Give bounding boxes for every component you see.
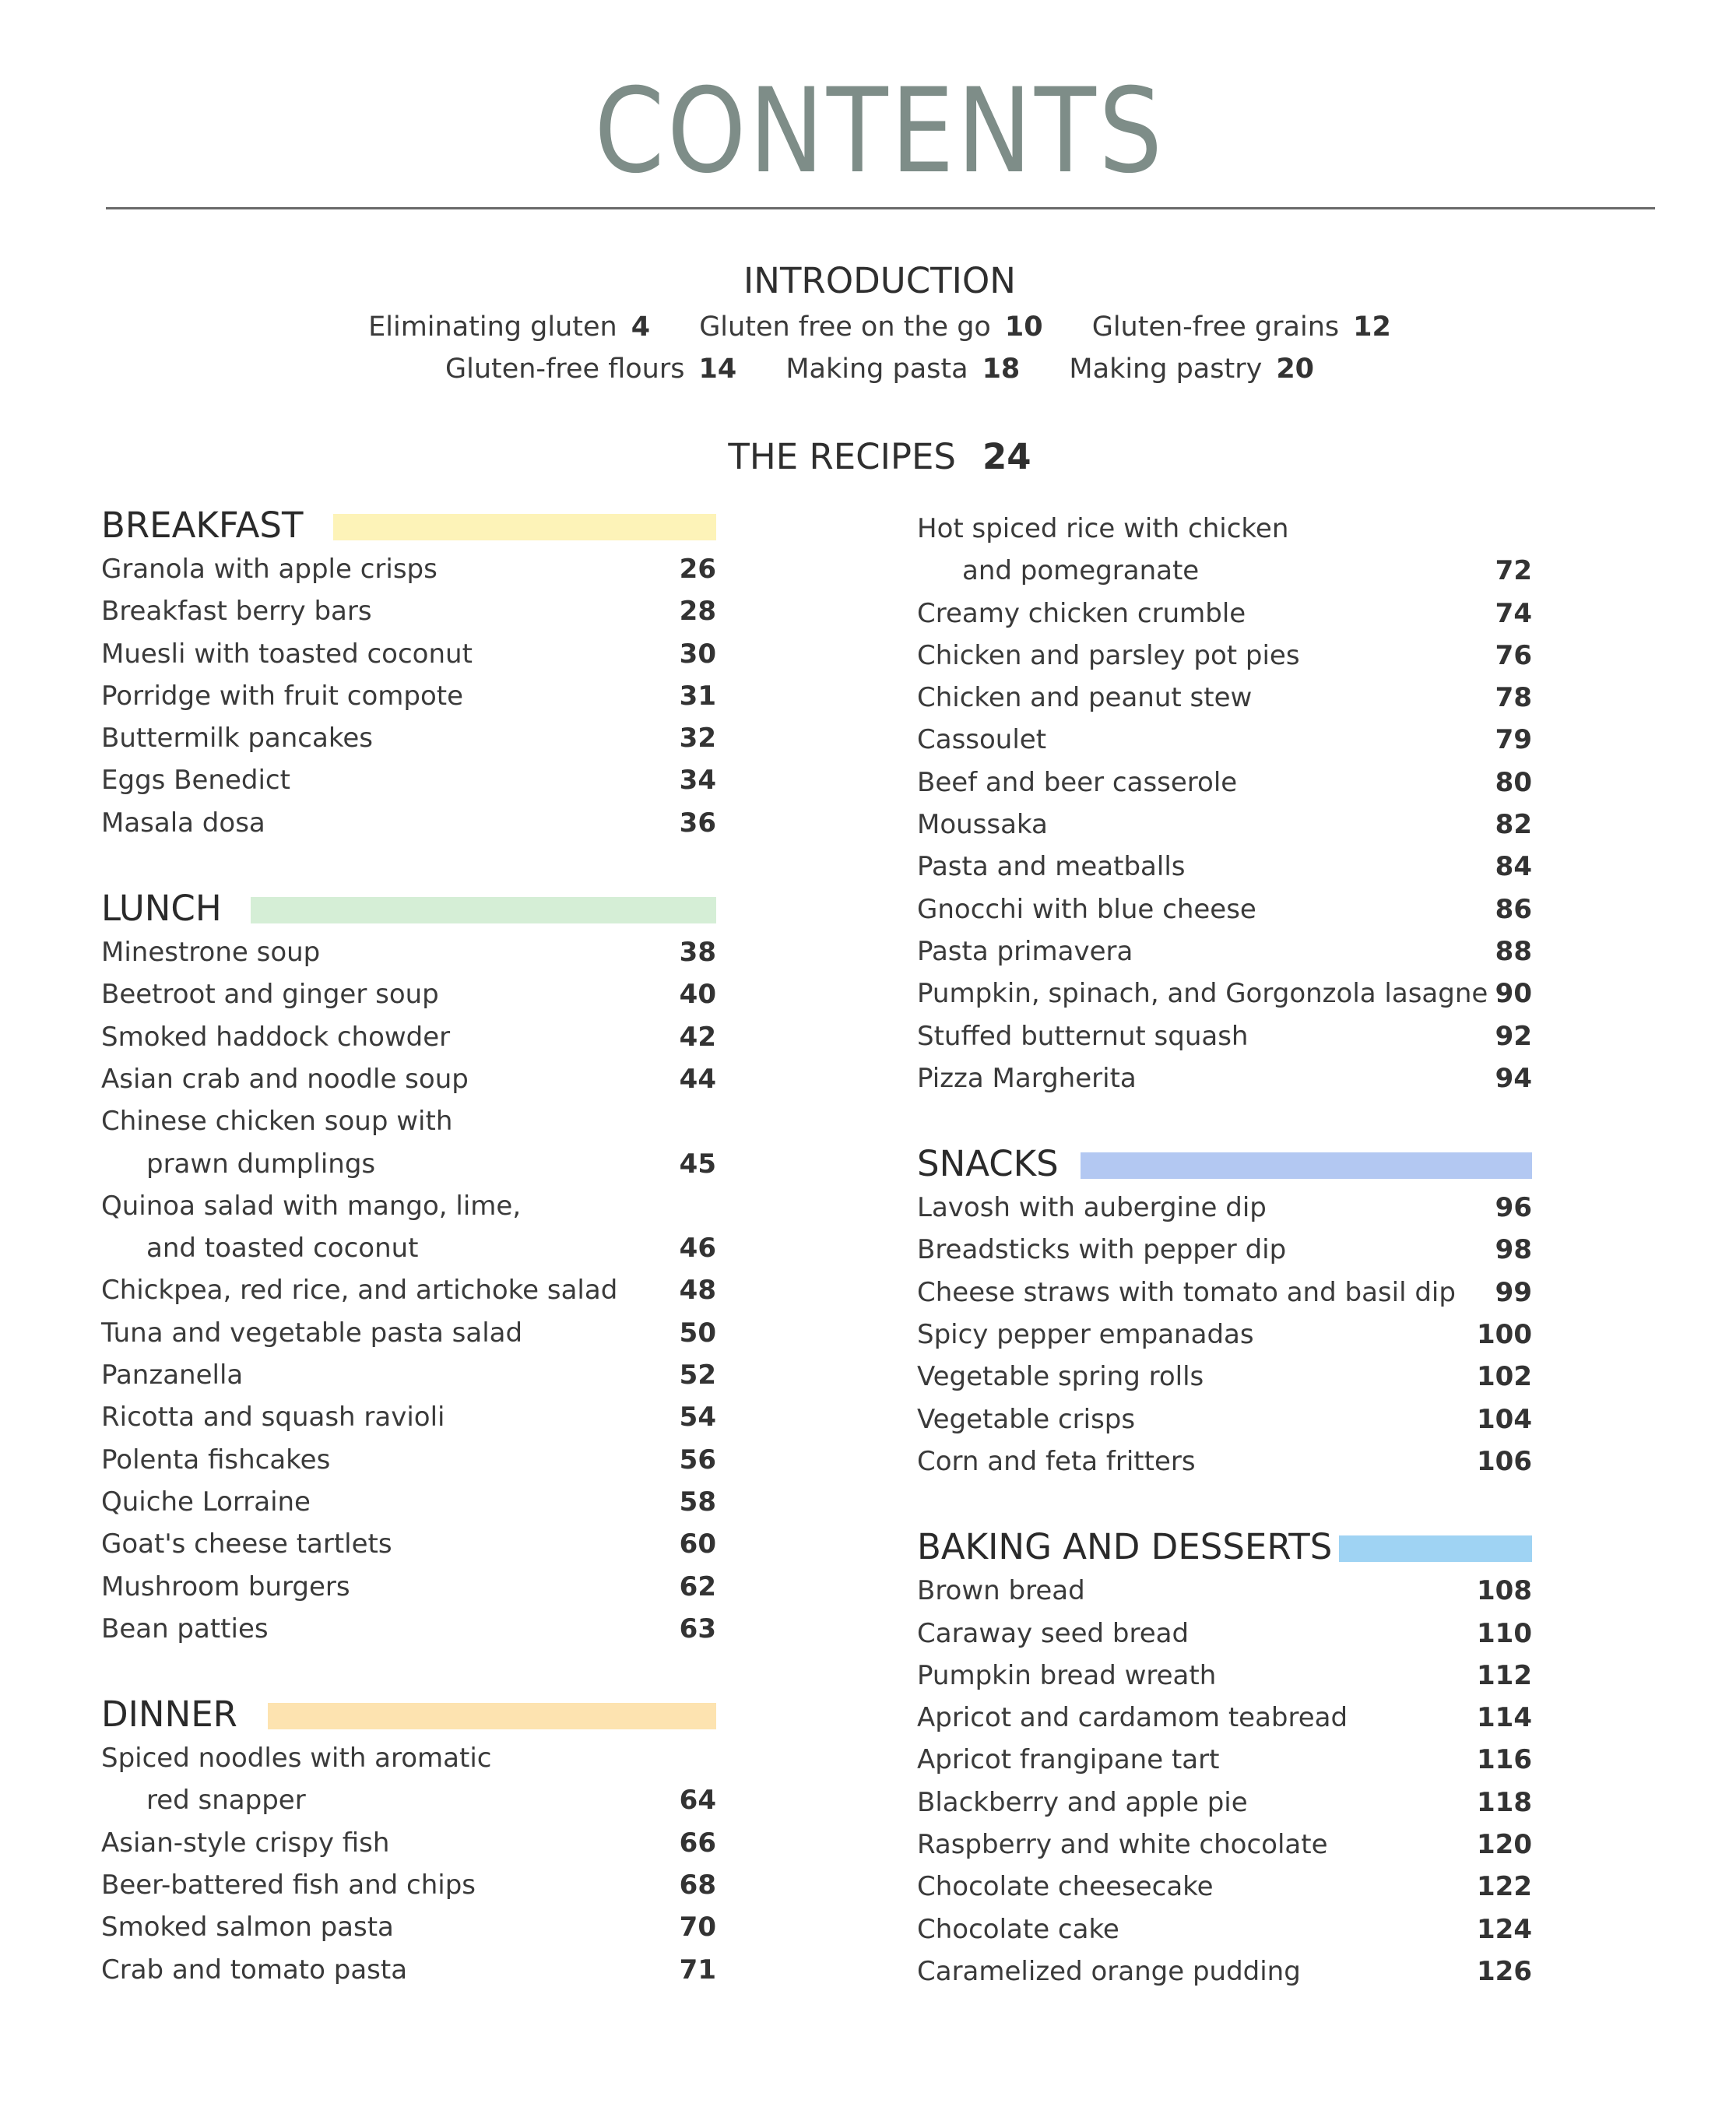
page-number: 28: [679, 596, 716, 628]
entry-title: Gnocchi with blue cheese: [917, 893, 1256, 925]
page-number: 79: [1495, 724, 1532, 756]
page-number: 52: [679, 1360, 716, 1391]
entry-title: Chicken and parsley pot pies: [917, 639, 1300, 671]
entry-title: Apricot frangipane tart: [917, 1744, 1220, 1776]
section-title: BAKING AND DESSERTS: [917, 1526, 1333, 1568]
page-number: 102: [1477, 1361, 1532, 1393]
entry-title: Quinoa salad with mango, lime,: [101, 1190, 522, 1222]
page-number: 110: [1477, 1617, 1532, 1649]
entry-title: Breadsticks with pepper dip: [917, 1234, 1287, 1266]
entry-title: Cheese straws with tomato and basil dip: [917, 1276, 1456, 1308]
toc-entry[interactable]: [101, 1822, 716, 1864]
page-number: 74: [1495, 597, 1532, 629]
toc-entry[interactable]: [917, 593, 1532, 635]
entry-title: Crab and tomato pasta: [101, 1954, 408, 1986]
section-title: LUNCH: [101, 888, 222, 930]
entry-title-continued: and pomegranate: [962, 555, 1200, 587]
toc-entry[interactable]: [917, 1187, 1532, 1229]
page-number: 76: [1495, 639, 1532, 671]
entry-title: Pasta primavera: [917, 935, 1133, 967]
entry-title: Hot spiced rice with chicken: [917, 513, 1289, 544]
toc-entry[interactable]: [917, 930, 1532, 973]
section-header: [917, 1526, 1532, 1568]
section-header: [917, 1143, 1532, 1185]
page-number: 34: [679, 765, 716, 797]
toc-entry[interactable]: [917, 1908, 1532, 1950]
intro-entry[interactable]: Making pasta 18: [785, 354, 1021, 385]
introduction-row-1: [0, 311, 1736, 343]
entry-title: Ricotta and squash ravioli: [101, 1402, 445, 1433]
toc-entry[interactable]: [917, 1739, 1532, 1781]
page-number: 71: [679, 1954, 716, 1986]
toc-entry[interactable]: [917, 846, 1532, 888]
entry-title: Breakfast berry bars: [101, 596, 372, 628]
toc-entry[interactable]: [917, 888, 1532, 930]
page-number: 100: [1477, 1319, 1532, 1351]
intro-entry[interactable]: Gluten free on the go 10: [699, 311, 1043, 343]
page-number: 31: [679, 680, 716, 712]
section-header: [101, 1694, 716, 1736]
toc-entry[interactable]: [101, 1608, 716, 1650]
entry-title: Masala dosa: [101, 807, 265, 839]
page-number: 63: [679, 1613, 716, 1644]
section-title: BREAKFAST: [101, 505, 304, 546]
entry-title: Beetroot and ginger soup: [101, 979, 439, 1011]
page-number: 84: [1495, 851, 1532, 883]
entry-title: Smoked salmon pasta: [101, 1912, 394, 1943]
toc-entry[interactable]: [917, 1950, 1532, 1993]
toc-entry-continued[interactable]: [101, 1779, 716, 1821]
page-number: 70: [679, 1912, 716, 1943]
page-number: 88: [1495, 935, 1532, 967]
section-lunch: [101, 888, 716, 1650]
intro-entry[interactable]: Eliminating gluten 4: [368, 311, 651, 343]
page-number: 32: [679, 723, 716, 755]
entry-title-continued: red snapper: [146, 1785, 306, 1817]
toc-entry[interactable]: [101, 1737, 716, 1779]
toc-entry[interactable]: [917, 1570, 1532, 1612]
section-breakfast: [101, 505, 716, 844]
page-number: 45: [679, 1148, 716, 1180]
section-header: [101, 505, 716, 547]
page-number: 116: [1477, 1744, 1532, 1776]
toc-entry[interactable]: [917, 719, 1532, 761]
toc-entry[interactable]: [101, 1100, 716, 1142]
entry-title: Beef and beer casserole: [917, 766, 1238, 798]
page-number: 94: [1495, 1062, 1532, 1094]
page-number: 114: [1477, 1702, 1532, 1734]
entry-title: Chinese chicken soup with: [101, 1106, 453, 1138]
page-number: 112: [1477, 1659, 1532, 1691]
page-number: 36: [679, 807, 716, 839]
intro-entry[interactable]: Gluten-free flours 14: [445, 354, 737, 385]
toc-entry[interactable]: [917, 635, 1532, 677]
section-dinner-continued: [917, 508, 1532, 1099]
section-color-bar: [1339, 1535, 1532, 1562]
page-number: 126: [1477, 1955, 1532, 1987]
entry-title: Polenta fishcakes: [101, 1444, 331, 1476]
toc-entry[interactable]: [101, 717, 716, 759]
toc-entry[interactable]: [917, 508, 1532, 550]
page-number: 42: [679, 1021, 716, 1053]
toc-entry[interactable]: [101, 1058, 716, 1100]
toc-entry[interactable]: [101, 1185, 716, 1227]
entry-title: Brown bread: [917, 1575, 1085, 1607]
toc-entry[interactable]: [917, 1015, 1532, 1057]
page-number: 80: [1495, 766, 1532, 798]
toc-entry[interactable]: [917, 1655, 1532, 1697]
page-number: 98: [1495, 1234, 1532, 1266]
toc-entry[interactable]: [917, 1398, 1532, 1440]
toc-entry[interactable]: [101, 1396, 716, 1438]
toc-entry[interactable]: [101, 1481, 716, 1523]
section-dinner: [101, 1694, 716, 1991]
toc-entry[interactable]: [101, 675, 716, 717]
page-number: 50: [679, 1317, 716, 1349]
toc-entry[interactable]: [101, 1566, 716, 1608]
toc-entry[interactable]: [101, 1269, 716, 1311]
section-color-bar: [333, 514, 716, 540]
toc-entry[interactable]: [101, 931, 716, 973]
toc-entry[interactable]: [917, 1057, 1532, 1099]
recipes-heading: THE RECIPES 24: [728, 436, 1031, 477]
page-number: 118: [1477, 1786, 1532, 1818]
toc-entry[interactable]: [917, 1866, 1532, 1908]
section-header: [101, 888, 716, 930]
entry-title: Apricot and cardamom teabread: [917, 1702, 1348, 1734]
page-number: 82: [1495, 809, 1532, 841]
entry-title: Chicken and peanut stew: [917, 682, 1253, 714]
entry-title: Moussaka: [917, 809, 1048, 841]
toc-entry[interactable]: [917, 804, 1532, 846]
entry-title: Mushroom burgers: [101, 1571, 350, 1602]
toc-entry[interactable]: [917, 1272, 1532, 1314]
entry-title: Spicy pepper empanadas: [917, 1319, 1254, 1351]
page-number: 124: [1477, 1913, 1532, 1945]
toc-entry[interactable]: [917, 973, 1532, 1015]
entry-title: Spiced noodles with aromatic: [101, 1743, 492, 1775]
page-number: 46: [679, 1233, 716, 1265]
entry-title: Cassoulet: [917, 724, 1047, 756]
right-column: [917, 508, 1532, 1993]
toc-entry[interactable]: [917, 1440, 1532, 1483]
toc-entry[interactable]: [101, 1016, 716, 1058]
introduction-row-2: [0, 354, 1736, 385]
toc-entry[interactable]: [917, 1314, 1532, 1356]
toc-entry[interactable]: [917, 1697, 1532, 1739]
section-snacks: [917, 1143, 1532, 1483]
entry-title: Quiche Lorraine: [101, 1486, 311, 1518]
toc-entry[interactable]: [101, 1949, 716, 1991]
page-number: 48: [679, 1275, 716, 1307]
page-number: 96: [1495, 1192, 1532, 1224]
entry-title: Panzanella: [101, 1360, 244, 1391]
toc-entry[interactable]: [917, 677, 1532, 719]
toc-entry[interactable]: [917, 1613, 1532, 1655]
page-number: 58: [679, 1486, 716, 1518]
entry-title: Lavosh with aubergine dip: [917, 1192, 1267, 1224]
page-number: 72: [1495, 555, 1532, 587]
entry-title: Blackberry and apple pie: [917, 1786, 1248, 1818]
page-number: 90: [1495, 978, 1532, 1010]
page-number: 66: [679, 1827, 716, 1859]
entry-title: Raspberry and white chocolate: [917, 1829, 1328, 1861]
page-number: 64: [679, 1785, 716, 1817]
page-number: 106: [1477, 1445, 1532, 1477]
entry-title: Muesli with toasted coconut: [101, 638, 473, 670]
entry-title: Goat's cheese tartlets: [101, 1528, 392, 1560]
toc-entry[interactable]: [101, 590, 716, 632]
entry-title: Creamy chicken crumble: [917, 597, 1246, 629]
entry-title: Bean patties: [101, 1613, 269, 1644]
introduction-heading: INTRODUCTION: [743, 260, 1016, 301]
page-number: 86: [1495, 893, 1532, 925]
page-number: 56: [679, 1444, 716, 1476]
entry-title: Pumpkin bread wreath: [917, 1659, 1217, 1691]
entry-title-continued: and toasted coconut: [146, 1233, 419, 1265]
intro-entry[interactable]: Making pastry 20: [1069, 354, 1315, 385]
toc-entry[interactable]: [917, 1782, 1532, 1824]
page-number: 44: [679, 1063, 716, 1095]
left-column: [101, 505, 716, 1991]
page-number: 120: [1477, 1829, 1532, 1861]
entry-title: Chickpea, red rice, and artichoke salad: [101, 1275, 618, 1307]
page-number: 104: [1477, 1403, 1532, 1435]
toc-entry[interactable]: [101, 1312, 716, 1354]
page-number: 108: [1477, 1575, 1532, 1607]
page-number: 99: [1495, 1276, 1532, 1308]
page-title: CONTENTS: [594, 64, 1165, 199]
entry-title: Pasta and meatballs: [917, 851, 1186, 883]
toc-entry[interactable]: [101, 633, 716, 675]
page-number: 62: [679, 1571, 716, 1602]
toc-entry[interactable]: [101, 802, 716, 844]
page-number: 38: [679, 937, 716, 969]
entry-title: Caraway seed bread: [917, 1617, 1190, 1649]
section-title: SNACKS: [917, 1143, 1059, 1185]
page-number: 78: [1495, 682, 1532, 714]
entry-title: Stuffed butternut squash: [917, 1020, 1249, 1052]
entry-title: Tuna and vegetable pasta salad: [101, 1317, 523, 1349]
section-color-bar: [1081, 1152, 1532, 1179]
entry-title: Porridge with fruit compote: [101, 680, 464, 712]
entry-title: Chocolate cheesecake: [917, 1871, 1214, 1903]
entry-title: Eggs Benedict: [101, 765, 290, 797]
entry-title: Vegetable crisps: [917, 1403, 1136, 1435]
page-number: 92: [1495, 1020, 1532, 1052]
toc-entry[interactable]: [917, 762, 1532, 804]
section-title: DINNER: [101, 1694, 237, 1736]
section-color-bar: [251, 897, 716, 923]
toc-entry[interactable]: [917, 1356, 1532, 1398]
entry-title: Pumpkin, spinach, and Gorgonzola lasagne: [917, 978, 1488, 1010]
toc-entry-continued[interactable]: [101, 1227, 716, 1269]
page-number: 60: [679, 1528, 716, 1560]
page-number: 40: [679, 979, 716, 1011]
toc-entry[interactable]: [101, 1523, 716, 1565]
section-color-bar: [268, 1703, 716, 1729]
title-divider: [106, 207, 1655, 209]
toc-entry-continued[interactable]: [917, 550, 1532, 592]
toc-entry[interactable]: [917, 1229, 1532, 1271]
entry-title: Asian crab and noodle soup: [101, 1063, 469, 1095]
page-number: 54: [679, 1402, 716, 1433]
toc-entry[interactable]: [101, 1864, 716, 1906]
entry-title: Granola with apple crisps: [101, 554, 438, 585]
entry-title: Minestrone soup: [101, 937, 321, 969]
entry-title: Beer-battered fish and chips: [101, 1870, 476, 1901]
page-number: 26: [679, 554, 716, 585]
entry-title: Asian-style crispy fish: [101, 1827, 390, 1859]
page-number: 68: [679, 1870, 716, 1901]
toc-entry[interactable]: [101, 1906, 716, 1948]
toc-entry[interactable]: [917, 1824, 1532, 1866]
intro-entry[interactable]: Gluten-free grains 12: [1091, 311, 1391, 343]
toc-entry[interactable]: [101, 548, 716, 590]
entry-title: Corn and feta fritters: [917, 1445, 1196, 1477]
toc-entry[interactable]: [101, 759, 716, 801]
toc-entry-continued[interactable]: [101, 1143, 716, 1185]
page-number: 122: [1477, 1871, 1532, 1903]
page-number: 30: [679, 638, 716, 670]
entry-title: Chocolate cake: [917, 1913, 1119, 1945]
entry-title: Smoked haddock chowder: [101, 1021, 451, 1053]
entry-title: Caramelized orange pudding: [917, 1955, 1301, 1987]
entry-title: Vegetable spring rolls: [917, 1361, 1204, 1393]
toc-entry[interactable]: [101, 1439, 716, 1481]
entry-title: Pizza Margherita: [917, 1062, 1137, 1094]
toc-entry[interactable]: [101, 1354, 716, 1396]
entry-title-continued: prawn dumplings: [146, 1148, 376, 1180]
toc-entry[interactable]: [101, 973, 716, 1015]
section-baking-and-desserts: [917, 1526, 1532, 1993]
entry-title: Buttermilk pancakes: [101, 723, 373, 755]
